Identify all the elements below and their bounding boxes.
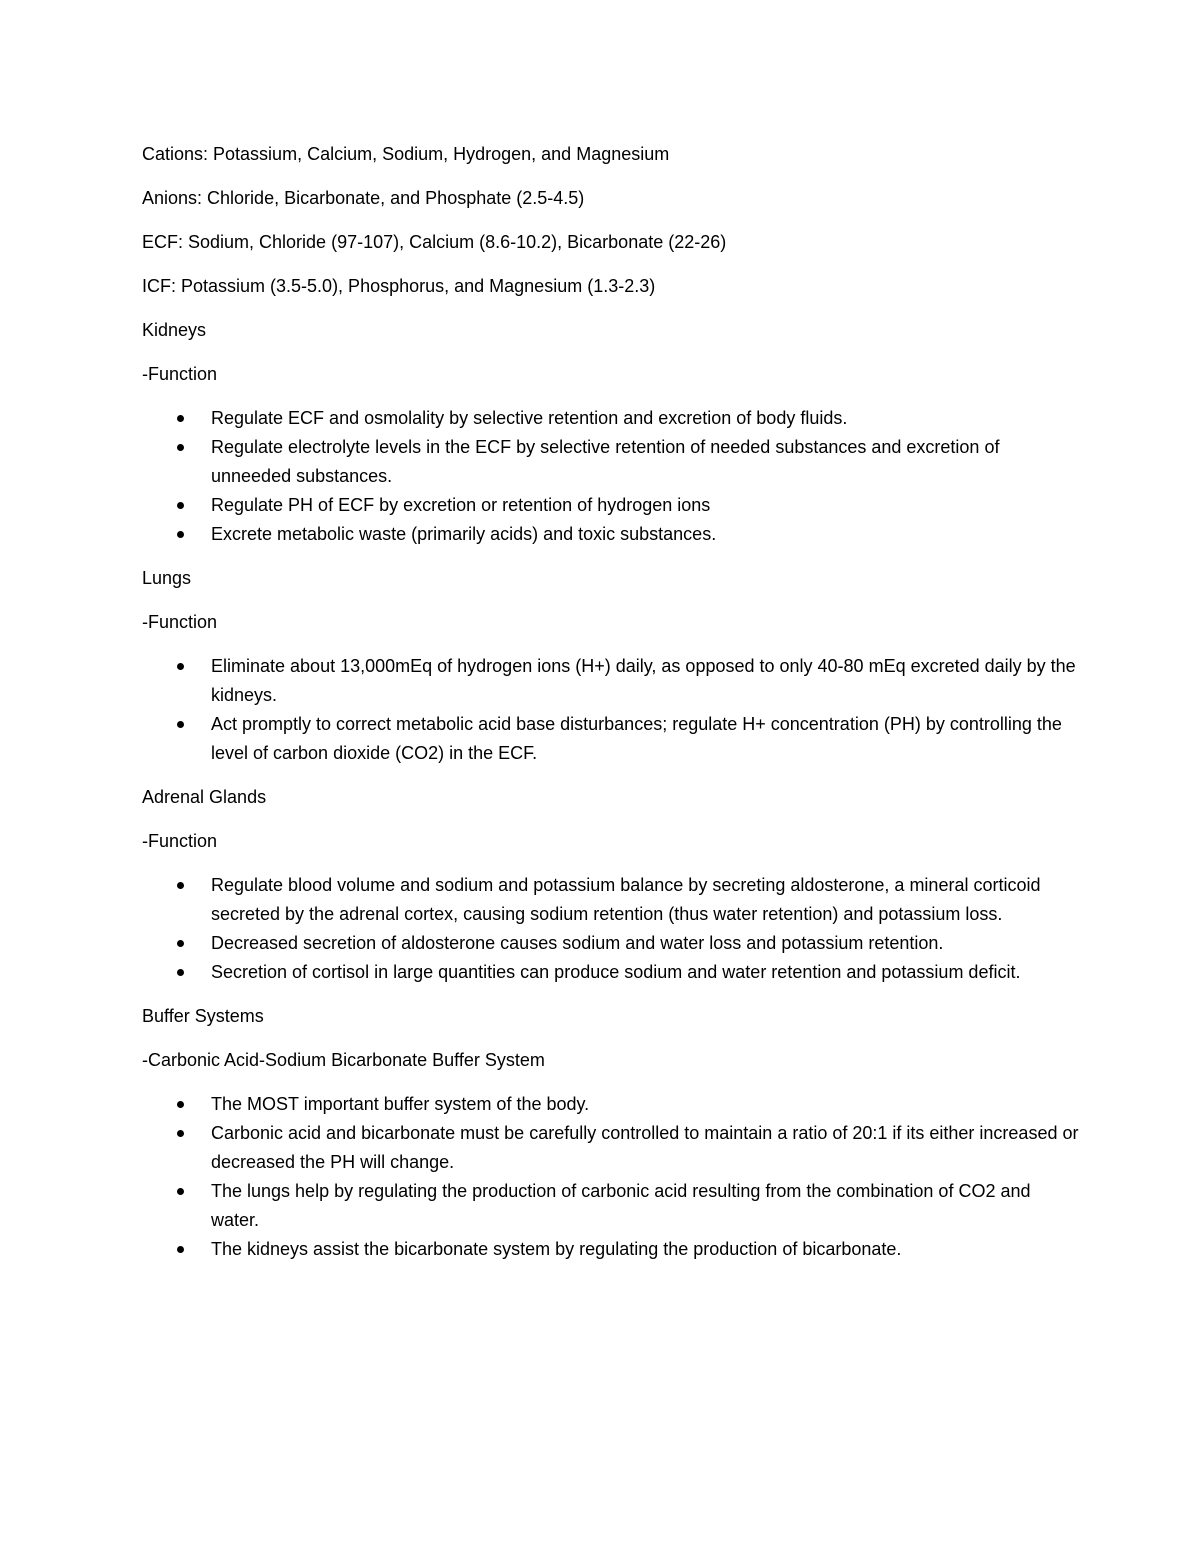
- list-item-text: Regulate PH of ECF by excretion or retention of hydrogen ions: [211, 495, 711, 515]
- list-item: [142, 1090, 1082, 1119]
- list-item: [142, 1235, 1082, 1264]
- bullet-icon: [177, 882, 184, 889]
- section-subheading-lungs: -Function: [142, 612, 218, 632]
- bullet-icon: [177, 502, 184, 509]
- list-item-text: Regulate ECF and osmolality by selective retention and excretion of body fluids.: [211, 408, 848, 428]
- list-item-text: Carbonic acid and bicarbonate must be carefully controlled to maintain a ratio of 20:1 if its either increased or decreased the PH will change.: [211, 1123, 1079, 1172]
- section-subheading-buffer-systems: -Carbonic Acid-Sodium Bicarbonate Buffer System: [142, 1050, 545, 1070]
- list-item-text: Decreased secretion of aldosterone causes sodium and water loss and potassium retention.: [211, 933, 944, 953]
- section-subheading-kidneys: -Function: [142, 364, 218, 384]
- bullet-icon: [177, 1246, 184, 1253]
- anions-line: Anions: Chloride, Bicarbonate, and Phosphate (2.5-4.5): [142, 188, 585, 208]
- list-item-text: Act promptly to correct metabolic acid base disturbances; regulate H+ concentration (PH) by controlling the level of carbon dioxide (CO2) in the ECF.: [211, 714, 1062, 763]
- bullet-icon: [177, 940, 184, 947]
- list-item: [142, 491, 1082, 520]
- section-subheading-adrenal-glands: -Function: [142, 831, 218, 851]
- bullet-icon: [177, 444, 184, 451]
- list-item: [142, 871, 1082, 929]
- list-item-text: Regulate blood volume and sodium and potassium balance by secreting aldosterone, a mineral corticoid secreted by the adrenal cortex, causing sodium retention (thus water retention) and potassium loss.: [211, 875, 1041, 924]
- bullet-icon: [177, 1188, 184, 1195]
- list-item-text: Regulate electrolyte levels in the ECF by selective retention of needed substances and excretion of unneeded substances.: [211, 437, 1000, 486]
- bullet-icon: [177, 415, 184, 422]
- bullet-icon: [177, 969, 184, 976]
- bullet-list-lungs: [142, 652, 1082, 768]
- list-item: [142, 929, 1082, 958]
- bullet-list-kidneys: [142, 404, 1082, 549]
- list-item: [142, 958, 1082, 987]
- list-item: [142, 1177, 1082, 1235]
- section-heading-kidneys: Kidneys: [142, 320, 207, 340]
- list-item-text: The kidneys assist the bicarbonate system by regulating the production of bicarbonate.: [211, 1239, 902, 1259]
- list-item: [142, 1119, 1082, 1177]
- list-item: [142, 520, 1082, 549]
- document-page: [142, 140, 1082, 1279]
- icf-line: ICF: Potassium (3.5-5.0), Phosphorus, and Magnesium (1.3-2.3): [142, 276, 656, 296]
- cations-line: Cations: Potassium, Calcium, Sodium, Hydrogen, and Magnesium: [142, 144, 670, 164]
- list-item-text: The MOST important buffer system of the body.: [211, 1094, 590, 1114]
- bullet-icon: [177, 1101, 184, 1108]
- bullet-list-buffer-systems: [142, 1090, 1082, 1264]
- list-item: [142, 433, 1082, 491]
- list-item: [142, 710, 1082, 768]
- section-heading-adrenal-glands: Adrenal Glands: [142, 787, 267, 807]
- list-item: [142, 404, 1082, 433]
- bullet-icon: [177, 721, 184, 728]
- list-item-text: Secretion of cortisol in large quantities can produce sodium and water retention and potassium deficit.: [211, 962, 1021, 982]
- section-heading-lungs: Lungs: [142, 568, 192, 588]
- list-item-text: Excrete metabolic waste (primarily acids) and toxic substances.: [211, 524, 717, 544]
- bullet-icon: [177, 531, 184, 538]
- list-item-text: Eliminate about 13,000mEq of hydrogen ions (H+) daily, as opposed to only 40-80 mEq excreted daily by the kidneys.: [211, 656, 1076, 705]
- list-item-text: The lungs help by regulating the production of carbonic acid resulting from the combination of CO2 and water.: [211, 1181, 1031, 1230]
- section-heading-buffer-systems: Buffer Systems: [142, 1006, 264, 1026]
- bullet-list-adrenal-glands: [142, 871, 1082, 987]
- bullet-icon: [177, 1130, 184, 1137]
- bullet-icon: [177, 663, 184, 670]
- list-item: [142, 652, 1082, 710]
- ecf-line: ECF: Sodium, Chloride (97-107), Calcium (8.6-10.2), Bicarbonate (22-26): [142, 232, 727, 252]
